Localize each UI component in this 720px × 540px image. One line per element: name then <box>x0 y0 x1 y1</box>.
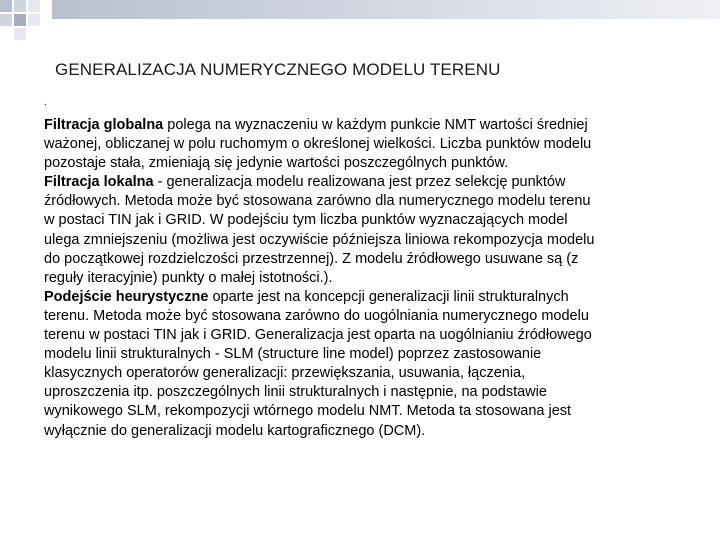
deco-square <box>0 14 12 26</box>
deco-square <box>28 14 40 26</box>
paragraph-line: Filtracja globalna polega na wyznaczeniu w każdym punkcie NMT wartości średniej <box>44 117 588 133</box>
deco-square <box>0 0 12 12</box>
paragraph-line: do początkowej rozdzielczości przestrzennej). Z modelu źródłowego usuwane są (z <box>44 250 579 267</box>
paragraph-line: wyłącznie do generalizacji modelu kartograficznego (DCM). <box>44 422 426 439</box>
term-filtracja-lokalna: Filtracja lokalna <box>44 174 154 191</box>
paragraph-line: modelu linii strukturalnych - SLM (structure line model) poprzez zastosowanie <box>44 346 542 363</box>
paragraph-line: reguły iteracyjnie) punkty o małej istotności.). <box>44 269 333 286</box>
paragraph-line: w postaci TIN jak i GRID. W podejściu tym liczba punktów wyznaczających model <box>44 212 568 229</box>
slide-title: GENERALIZACJA NUMERYCZNEGO MODELU TERENU <box>55 60 501 79</box>
paragraph-line: terenu w postaci TIN jak i GRID. Generalizacja jest oparta na uogólnianiu źródłowego <box>44 327 592 344</box>
bullet-marker: . <box>44 97 47 108</box>
header-decoration <box>0 0 720 40</box>
paragraph-line: klasycznych operatorów generalizacji: przewiększania, usuwania, łączenia, <box>44 365 526 382</box>
paragraph-line: uproszczenia itp. poszczególnych linii strukturalnych i następnie, na podstawie <box>44 384 547 401</box>
deco-square <box>14 14 26 26</box>
paragraph-line: ważonej, obliczanej w polu ruchomym o określonej wielkości. Liczba punktów modelu <box>44 136 592 153</box>
deco-square <box>14 28 26 40</box>
paragraph-line: terenu. Metoda może być stosowana zarówno do uogólniania numerycznego modelu <box>44 307 589 324</box>
term-filtracja-globalna: Filtracja globalna <box>44 117 164 133</box>
paragraph-line: Filtracja lokalna - generalizacja modelu realizowana jest przez selekcję punktów <box>44 174 566 191</box>
paragraph-line: wynikowego SLM, rekompozycji wtórnego modelu NMT. Metoda ta stosowana jest <box>44 403 572 420</box>
paragraph-line: ulega zmniejszeniu (możliwa jest oczywiście późniejsza liniowa rekompozycja modelu <box>44 231 595 248</box>
paragraph-line: Podejście heurystyczne oparte jest na koncepcji generalizacji linii strukturalnych <box>44 288 569 305</box>
slide-body <box>44 116 684 441</box>
deco-square <box>14 0 26 12</box>
header-gradient-band <box>52 0 720 19</box>
term-podejscie-heurystyczne: Podejście heurystyczne <box>44 288 209 305</box>
deco-square <box>28 0 40 12</box>
paragraph-line: pozostaje stała, zmieniają się jedynie wartości poszczególnych punktów. <box>44 155 509 172</box>
paragraph-line: źródłowych. Metoda może być stosowana zarówno dla numerycznego modelu terenu <box>44 193 591 210</box>
